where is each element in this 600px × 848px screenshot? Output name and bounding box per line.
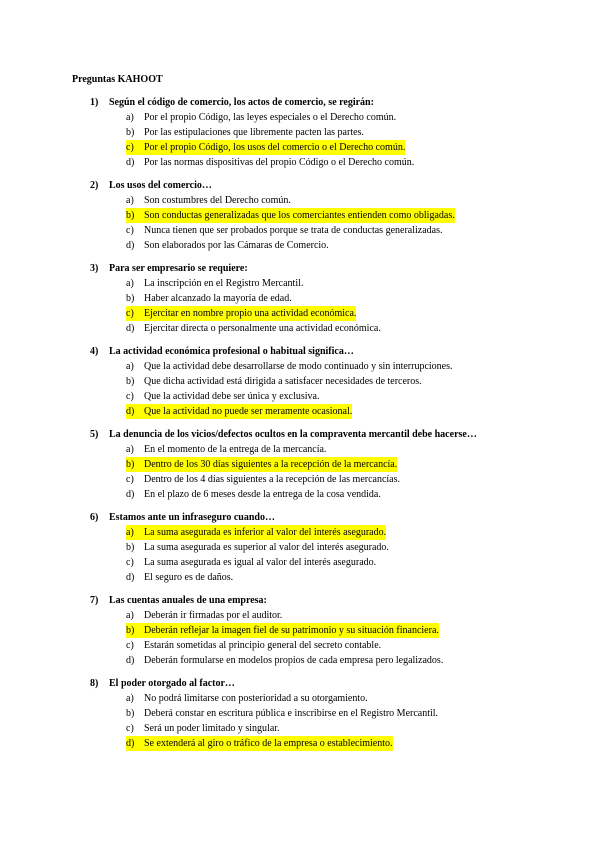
question-number: 8) [90, 678, 99, 689]
option-text: Son costumbres del Derecho común. [144, 195, 291, 206]
option-text: Son conductas generalizadas que los comerciantes entienden como obligadas. [144, 210, 455, 221]
option-text: Se extenderá al giro o tráfico de la empresa o establecimiento. [144, 738, 393, 749]
option-text: Ejercitar en nombre propio una actividad económica. [144, 308, 357, 319]
question-text: El poder otorgado al factor… [109, 678, 235, 689]
option-letter: c) [126, 391, 134, 402]
option-letter: a) [126, 361, 134, 372]
question-heading [0, 345, 600, 359]
question-text: Estamos ante un infraseguro cuando… [109, 512, 275, 523]
question-6 [0, 511, 600, 585]
answer-option [0, 238, 600, 253]
option-text: Estarán sometidas al principio general del secreto contable. [144, 640, 382, 651]
option-text: En el momento de la entrega de la mercancía. [144, 444, 327, 455]
option-text: Son elaborados por las Cámaras de Comercio. [144, 240, 329, 251]
answer-option-highlighted [0, 623, 600, 638]
option-text: La inscripción en el Registro Mercantil. [144, 278, 304, 289]
question-number: 2) [90, 180, 99, 191]
question-text: Los usos del comercio… [109, 180, 212, 191]
answer-option [0, 110, 600, 125]
question-text: Las cuentas anuales de una empresa: [109, 595, 267, 606]
option-text: Que la actividad debe desarrollarse de modo continuado y sin interrupciones. [144, 361, 453, 372]
option-letter: a) [126, 525, 144, 540]
answer-option [0, 570, 600, 585]
option-letter: b) [126, 457, 144, 472]
question-heading [0, 96, 600, 110]
option-text: En el plazo de 6 meses desde la entrega de la cosa vendida. [144, 489, 381, 500]
question-number: 3) [90, 263, 99, 274]
option-text: Que dicha actividad está dirigida a satisfacer necesidades de terceros. [144, 376, 422, 387]
option-letter: b) [126, 542, 135, 553]
answer-option [0, 653, 600, 668]
answer-option [0, 374, 600, 389]
answer-option-highlighted [0, 736, 600, 751]
question-heading [0, 179, 600, 193]
question-3 [0, 262, 600, 336]
option-letter: d) [126, 655, 135, 666]
option-letter: d) [126, 323, 135, 334]
option-text: Dentro de los 30 días siguientes a la recepción de la mercancía. [144, 459, 398, 470]
option-letter: c) [126, 225, 134, 236]
question-heading [0, 677, 600, 691]
option-text: Ejercitar directa o personalmente una actividad económica. [144, 323, 381, 334]
option-text: La suma asegurada es superior al valor del interés asegurado. [144, 542, 389, 553]
answer-option [0, 359, 600, 374]
question-number: 5) [90, 429, 99, 440]
option-letter: b) [126, 708, 135, 719]
answer-option [0, 155, 600, 170]
option-text: Que la actividad no puede ser meramente ocasional. [144, 406, 353, 417]
answer-option-highlighted [0, 306, 600, 321]
option-letter: d) [126, 489, 135, 500]
answer-option-highlighted [0, 457, 600, 472]
option-letter: d) [126, 157, 135, 168]
answer-option-highlighted [0, 140, 600, 155]
question-heading [0, 511, 600, 525]
answer-option [0, 706, 600, 721]
option-text: El seguro es de daños. [144, 572, 234, 583]
option-letter: c) [126, 474, 134, 485]
question-2 [0, 179, 600, 253]
answer-option [0, 487, 600, 502]
option-text: No podrá limitarse con posterioridad a su otorgamiento. [144, 693, 368, 704]
question-text: La actividad económica profesional o habitual significa… [109, 346, 354, 357]
option-text: Por las normas dispositivas del propio Código o el Derecho común. [144, 157, 415, 168]
option-text: Será un poder limitado y singular. [144, 723, 280, 734]
option-letter: c) [126, 640, 134, 651]
option-text: La suma asegurada es inferior al valor del interés asegurado. [144, 527, 387, 538]
question-text: Para ser empresario se requiere: [109, 263, 248, 274]
option-letter: d) [126, 240, 135, 251]
answer-option [0, 291, 600, 306]
option-letter: b) [126, 376, 135, 387]
question-1 [0, 96, 600, 170]
option-text: Por las estipulaciones que libremente pacten las partes. [144, 127, 364, 138]
answer-option-highlighted [0, 525, 600, 540]
question-number: 1) [90, 97, 99, 108]
option-letter: a) [126, 693, 134, 704]
question-number: 7) [90, 595, 99, 606]
option-text: Nunca tienen que ser probados porque se trata de conductas generalizadas. [144, 225, 443, 236]
option-letter: d) [126, 404, 144, 419]
answer-option [0, 389, 600, 404]
answer-option [0, 125, 600, 140]
option-text: Deberá constar en escritura pública e inscribirse en el Registro Mercantil. [144, 708, 439, 719]
question-heading [0, 428, 600, 442]
option-letter: c) [126, 140, 144, 155]
question-7 [0, 594, 600, 668]
option-text: Por el propio Código, los usos del comercio o el Derecho común. [144, 142, 406, 153]
answer-option [0, 638, 600, 653]
answer-option-highlighted [0, 404, 600, 419]
question-heading [0, 594, 600, 608]
option-text: Que la actividad debe ser única y exclusiva. [144, 391, 320, 402]
answer-option [0, 608, 600, 623]
option-letter: b) [126, 127, 135, 138]
option-letter: a) [126, 278, 134, 289]
question-text: La denuncia de los vicios/defectos ocultos en la compraventa mercantil debe hacerse… [109, 429, 477, 440]
option-letter: d) [126, 736, 144, 751]
answer-option [0, 223, 600, 238]
question-5 [0, 428, 600, 502]
option-text: Deberán formularse en modelos propios de cada empresa pero legalizados. [144, 655, 444, 666]
answer-option-highlighted [0, 208, 600, 223]
option-text: Por el propio Código, las leyes especiales o el Derecho común. [144, 112, 397, 123]
answer-option [0, 691, 600, 706]
question-list [0, 96, 600, 760]
option-letter: a) [126, 444, 134, 455]
answer-option [0, 555, 600, 570]
option-text: Deberán reflejar la imagen fiel de su patrimonio y su situación financiera. [144, 625, 439, 636]
question-number: 4) [90, 346, 99, 357]
option-letter: b) [126, 293, 135, 304]
question-text: Según el código de comercio, los actos de comercio, se regirán: [109, 97, 374, 108]
question-number: 6) [90, 512, 99, 523]
answer-option [0, 276, 600, 291]
option-letter: c) [126, 557, 134, 568]
option-letter: a) [126, 610, 134, 621]
option-letter: b) [126, 623, 144, 638]
option-text: Haber alcanzado la mayoría de edad. [144, 293, 292, 304]
option-text: Dentro de los 4 días siguientes a la recepción de las mercancías. [144, 474, 401, 485]
option-text: Deberán ir firmadas por el auditor. [144, 610, 283, 621]
option-letter: a) [126, 112, 134, 123]
question-8 [0, 677, 600, 751]
option-letter: c) [126, 723, 134, 734]
option-text: La suma asegurada es igual al valor del interés asegurado. [144, 557, 377, 568]
option-letter: a) [126, 195, 134, 206]
answer-option [0, 442, 600, 457]
answer-option [0, 321, 600, 336]
question-4 [0, 345, 600, 419]
option-letter: d) [126, 572, 135, 583]
document-title: Preguntas KAHOOT [72, 74, 163, 85]
answer-option [0, 721, 600, 736]
question-heading [0, 262, 600, 276]
option-letter: b) [126, 208, 144, 223]
option-letter: c) [126, 306, 144, 321]
answer-option [0, 540, 600, 555]
answer-option [0, 472, 600, 487]
answer-option [0, 193, 600, 208]
